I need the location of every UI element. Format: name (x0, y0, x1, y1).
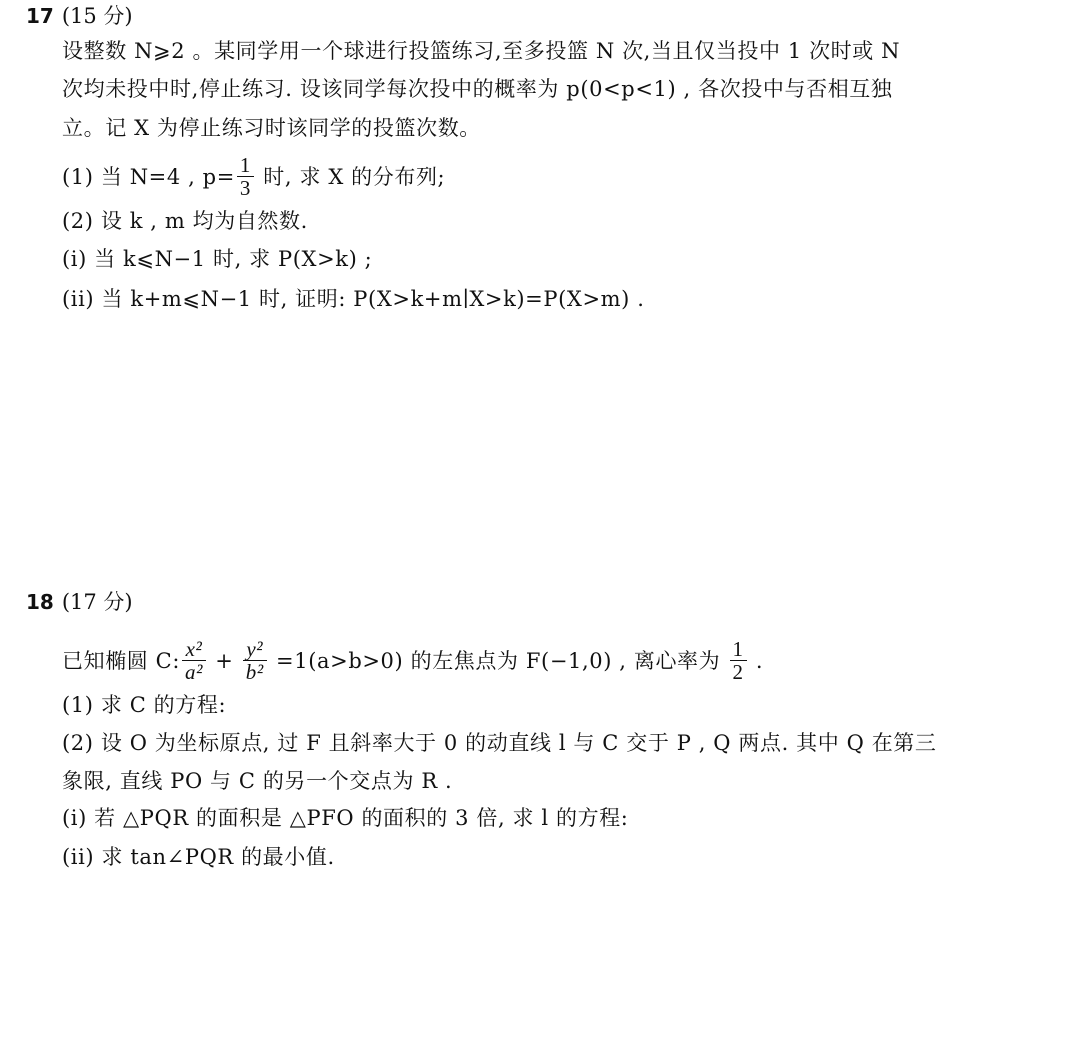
fraction-one-third (237, 154, 254, 199)
problem-18-part-1: (1) 求 C 的方程: (62, 693, 227, 717)
problem-18-part-2-cont: 象限, 直线 PO 与 C 的另一个交点为 R . (62, 769, 453, 793)
problem-17-part-2-i: (i) 当 k⩽N−1 时, 求 P(X>k) ; (62, 247, 373, 271)
problem-17-line-1: 设整数 N⩾2 。某同学用一个球进行投篮练习,至多投篮 N 次,当且仅当投中 1 次时或 N (62, 39, 901, 63)
fraction-denominator: a² (185, 660, 204, 684)
fraction-denominator: b² (245, 660, 264, 684)
problem-18-part-2-i: (i) 若 △PQR 的面积是 △PFO 的面积的 3 倍, 求 l 的方程: (62, 806, 629, 830)
problem-17-header (26, 2, 133, 31)
ellipse-text-pre: 已知椭圆 C: (62, 649, 181, 673)
ellipse-text-post: . (748, 649, 764, 673)
problem-18-score: (17 分) (61, 590, 133, 614)
fraction-x2-a2 (182, 638, 206, 683)
problem-18-number: 18 (26, 590, 54, 614)
problem-17-number: 17 (26, 4, 54, 28)
fraction-denominator: 2 (732, 660, 744, 684)
plus-sign: + (208, 649, 241, 673)
fraction-numerator: 1 (237, 154, 254, 177)
part-1-text-post: 时, 求 X 的分布列; (256, 165, 446, 189)
problem-17-line-2: 次均未投中时,停止练习. 设该同学每次投中的概率为 p(0<p<1) , 各次投中与否相互独 (62, 77, 893, 101)
problem-18-header (26, 588, 133, 617)
problem-17-part-1 (62, 153, 1022, 201)
fraction-numerator: 1 (730, 638, 747, 661)
problem-18-line-1 (62, 637, 1022, 685)
fraction-y2-b2 (243, 638, 267, 683)
fraction-denominator: 3 (239, 176, 252, 200)
problem-17-line-3: 立。记 X 为停止练习时该同学的投篮次数。 (62, 116, 481, 140)
ellipse-text-mid: =1(a>b>0) 的左焦点为 F(−1,0) , 离心率为 (268, 649, 728, 673)
part-1-text-pre: (1) 当 N=4 , p= (62, 165, 235, 189)
problem-17-score: (15 分) (61, 4, 133, 28)
fraction-numerator: y² (243, 638, 267, 661)
problem-18-part-2: (2) 设 O 为坐标原点, 过 F 且斜率大于 0 的动直线 l 与 C 交于 P , Q 两点. 其中 Q 在第三 (62, 731, 937, 755)
problem-18-part-2-ii: (ii) 求 tan∠PQR 的最小值. (62, 845, 335, 869)
fraction-numerator: x² (182, 638, 206, 661)
problem-17-part-2: (2) 设 k , m 均为自然数. (62, 209, 308, 233)
fraction-one-half (730, 638, 747, 683)
problem-17-part-2-ii: (ii) 当 k+m⩽N−1 时, 证明: P(X>k+m∣X>k)=P(X>m) . (62, 287, 645, 311)
